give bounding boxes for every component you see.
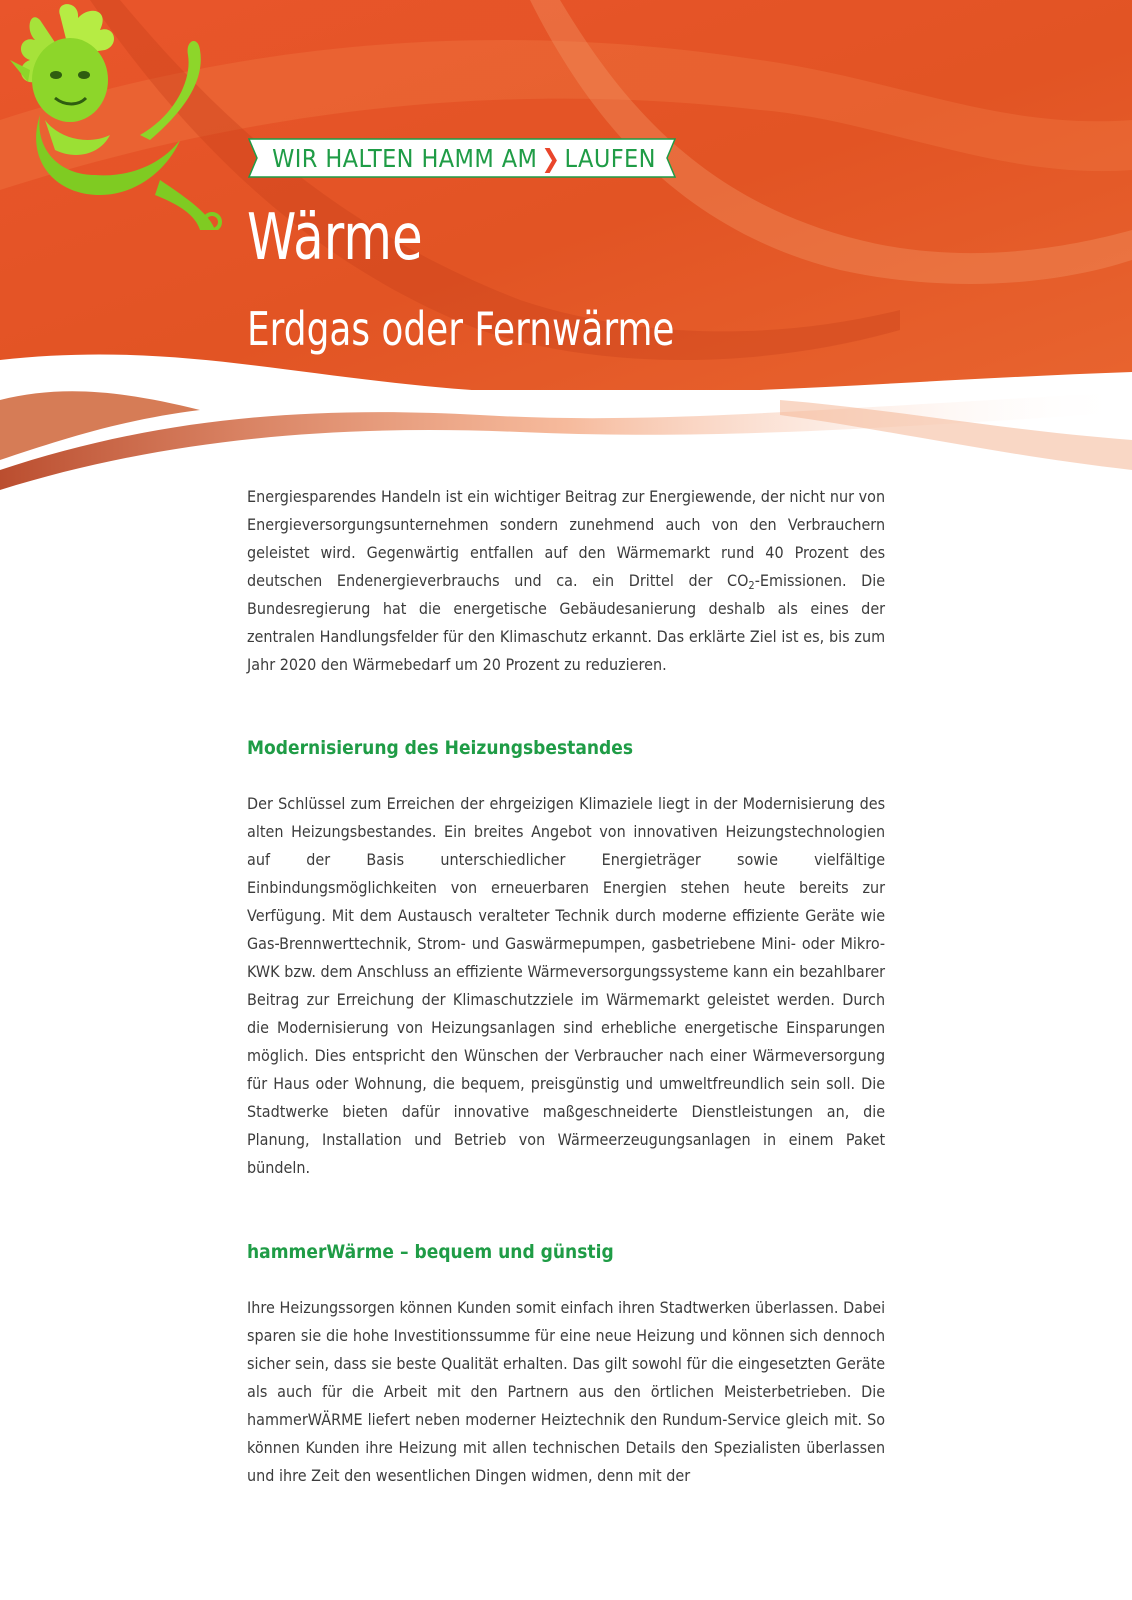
page-title: Wärme (247, 201, 423, 275)
section-paragraph-modernisierung: Der Schlüssel zum Erreichen der ehrgeizigen Klimaziele liegt in der Modernisierung des alten Heizungsbestandes. Ein breites Angebot von innovativen Heizungstechnologien auf der Basis unterschiedlicher Energieträger sowie vielfältige Einbindungsmöglichkeiten von erneuerbaren Energien stehen heute bereits zur Verfügung. Mit dem Austausch veralteter Technik durch moderne effiziente Geräte wie Gas-Brennwerttechnik, Strom- und Gaswärmepumpen, gasbetriebene Mini- oder Mikro-KWK bzw. dem Anschluss an effiziente Wärmeversorgungssysteme kann ein bezahlbarer Beitrag zur Erreichung der Klimaschutzziele im Wärmemarkt geleistet werden. Durch die Modernisierung von Heizungsanlagen sind erhebliche energetische Einsparungen möglich. Dies entspricht den Wünschen der Verbraucher nach einer Wärmeversorgung für Haus oder Wohnung, die bequem, preisgünstig und umweltfreundlich sein soll. Die Stadtwerke bieten dafür innovative maßgeschneiderte Dienstleistungen an, die Planung, Installation und Betrieb von Wärmeerzeugungsanlagen in einem Paket bündeln. (247, 794, 886, 1177)
chevron-right-icon: ❯ (541, 143, 561, 173)
slogan-part-1: WIR HALTEN HAMM AM (272, 143, 538, 173)
mascot-icon (0, 0, 225, 230)
intro-subscript: 2 (748, 579, 755, 592)
section-heading-modernisierung: Modernisierung des Heizungsbestandes (247, 737, 634, 759)
section-paragraph-hammerwaerme: Ihre Heizungssorgen können Kunden somit einfach ihren Stadtwerken überlassen. Dabei sparen sie die hohe Investitionssumme für eine neue Heizung und können sich dennoch sicher sein, dass sie beste Qualität erhalten. Das gilt sowohl für die eingesetzten Geräte als auch für die Arbeit mit den Partnern aus den örtlichen Meisterbetrieben. Die hammerWÄRME liefert neben moderner Heiztechnik den Rundum-Service gleich mit. So können Kunden ihre Heizung mit allen technischen Details den Spezialisten überlassen und ihre Zeit den wesentlichen Dingen widmen, denn mit der (247, 1298, 886, 1485)
section-heading-hammerwaerme: hammerWärme – bequem und günstig (247, 1241, 614, 1263)
hero-banner (0, 0, 1132, 500)
page-subtitle: Erdgas oder Fernwärme (247, 302, 675, 356)
intro-text-b: -Emissionen. Die Bundesregierung hat die energetische Gebäudesanierung deshalb als eines der zentralen Handlungsfelder für den Klimaschutz erkannt. Das erklärte Ziel ist es, bis zum Jahr 2020 den Wärmebedarf um 20 Prozent zu reduzieren. (247, 571, 886, 674)
intro-paragraph (247, 483, 885, 679)
slogan-banner (247, 137, 681, 179)
slogan-text (247, 137, 681, 179)
intro-text-a: Energiesparendes Handeln ist ein wichtiger Beitrag zur Energiewende, der nicht nur von Energieversorgungsunternehmen sondern zunehmend auch von den Verbrauchern geleistet wird. Gegenwärtig entfallen auf den Wärmemarkt rund 40 Prozent des deutschen Endenergieverbrauchs und ca. ein Drittel der CO (247, 487, 886, 590)
slogan-part-2: LAUFEN (564, 143, 656, 173)
